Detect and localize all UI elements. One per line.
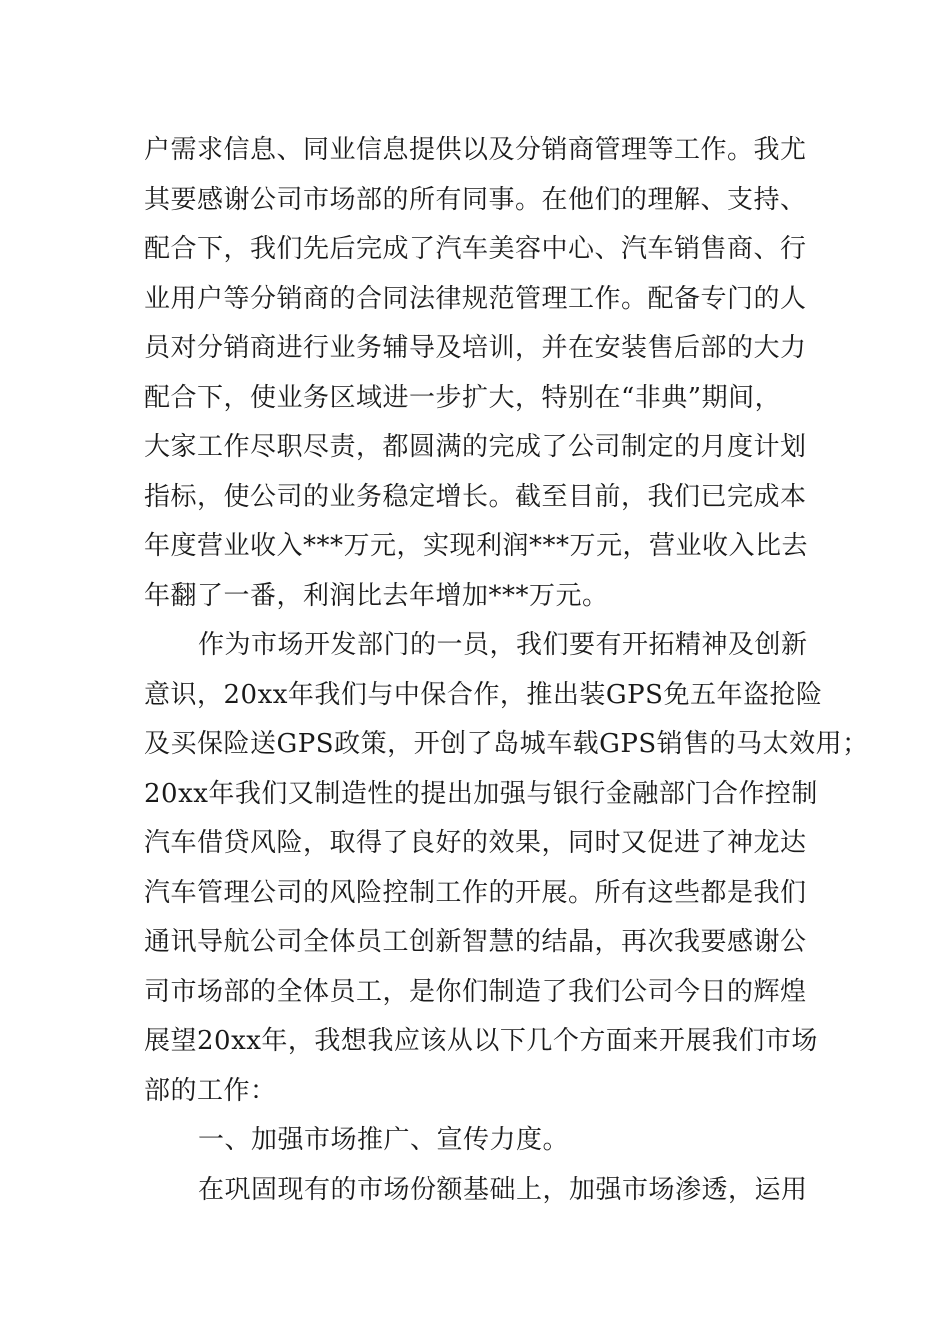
text-line: 员对分销商进行业务辅导及培训，并在安装售后部的大力 <box>144 333 807 363</box>
text-line: 户需求信息、同业信息提供以及分销商管理等工作。我尤 <box>144 135 807 165</box>
paragraph-start-line: 作为市场开发部门的一员，我们要有开拓精神及创新 <box>198 630 808 660</box>
text-line: 业用户等分销商的合同法律规范管理工作。配备专门的人 <box>144 283 807 314</box>
text-line: 年翻了一番，利润比去年增加***万元。 <box>144 580 609 611</box>
text-line: 指标，使公司的业务稳定增长。截至目前，我们已完成本 <box>144 481 807 512</box>
text-line: 20xx年我们又制造性的提出加强与银行金融部门合作控制 <box>144 778 818 809</box>
paragraph-start-line: 在巩固现有的市场份额基础上，加强市场渗透，运用 <box>198 1174 808 1205</box>
text-line: 配合下，使业务区域进一步扩大，特别在“非典”期间， <box>144 382 782 413</box>
text-line: 及买保险送GPS政策，开创了岛城车载GPS销售的马太效用； <box>144 729 869 759</box>
body-text <box>144 126 869 1215</box>
text-line: 汽车管理公司的风险控制工作的开展。所有这些都是我们 <box>144 877 807 908</box>
text-line: 其要感谢公司市场部的所有同事。在他们的理解、支持、 <box>144 184 807 215</box>
text-line: 展望20xx年，我想我应该从以下几个方面来开展我们市场 <box>144 1026 818 1056</box>
text-line: 年度营业收入***万元，实现利润***万元，营业收入比去 <box>144 531 809 561</box>
text-line: 司市场部的全体员工，是你们制造了我们公司今日的辉煌 <box>144 976 807 1007</box>
text-line: 通讯导航公司全体员工创新智慧的结晶，再次我要感谢公 <box>144 927 807 957</box>
text-line: 汽车借贷风险，取得了良好的效果，同时又促进了神龙达 <box>144 828 807 858</box>
text-line: 大家工作尽职尽责，都圆满的完成了公司制定的月度计划 <box>144 432 807 462</box>
text-line: 部的工作： <box>144 1075 277 1106</box>
section-heading: 一、加强市场推广、宣传力度。 <box>198 1125 570 1155</box>
text-line: 意识，20xx年我们与中保合作，推出装GPS免五年盗抢险 <box>144 679 823 710</box>
text-line: 配合下，我们先后完成了汽车美容中心、汽车销售商、行 <box>144 234 807 264</box>
